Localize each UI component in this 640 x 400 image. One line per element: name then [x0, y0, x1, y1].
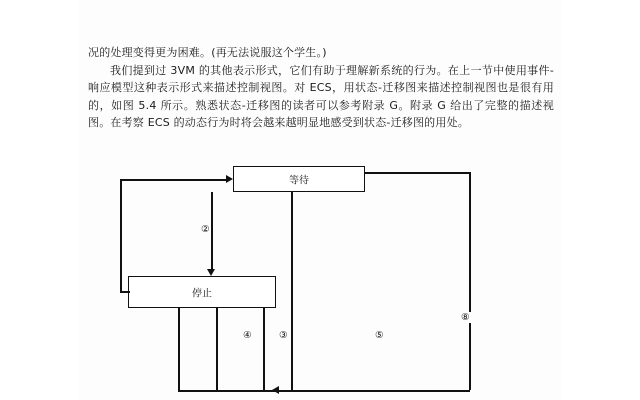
arrow-into-waiting-left	[226, 175, 233, 183]
state-transition-diagram	[78, 150, 562, 400]
edge-label-4: ④	[243, 330, 252, 341]
edge-left-top-horizontal	[120, 179, 226, 181]
edge-8-vertical	[469, 172, 471, 390]
arrow-2-into-stopped	[207, 269, 215, 276]
edge-5-vertical	[291, 192, 293, 390]
edge-left-bottom-horizontal	[120, 291, 130, 293]
edge-label-5: ⑤	[375, 330, 384, 341]
state-node-waiting-label: 等待	[289, 175, 309, 187]
edge-label-3: ③	[279, 330, 288, 341]
edge-bottom-rail	[178, 390, 292, 392]
body-text	[88, 44, 554, 132]
state-node-stopped-label: 停止	[192, 288, 212, 300]
state-node-stopped	[128, 276, 276, 308]
edge-8-bottom-horizontal	[276, 390, 470, 392]
edge-left-vertical	[120, 179, 122, 292]
edge-label-2: ②	[201, 224, 210, 235]
edge-label-8: ⑧	[461, 312, 470, 323]
state-node-waiting	[233, 166, 365, 192]
edge-2-vertical	[211, 192, 213, 270]
edge-stopped-bottom-connector	[178, 308, 180, 390]
edge-3-vertical-down	[216, 308, 218, 390]
edge-8-top-horizontal	[365, 172, 471, 174]
paragraph-2: 我们提到过 3VM 的其他表示形式，它们有助于理解新系统的行为。在上一节中使用事件-响应模型这种表示形式来描述控制视图。对 ECS，用状态-迁移图来描述控制视图也是很有用的，如图 5.4 所示。熟悉状态-迁移图的读者可以参考附录 G。附录 G 给出了完整的描述视图。在考察 ECS 的动态行为时将会越来越明显地感受到状态-迁移图的用处。	[88, 63, 554, 129]
paragraph-1: 况的处理变得更为困难。(再无法说服这个学生。)	[88, 46, 327, 59]
edge-4-vertical	[263, 308, 265, 390]
